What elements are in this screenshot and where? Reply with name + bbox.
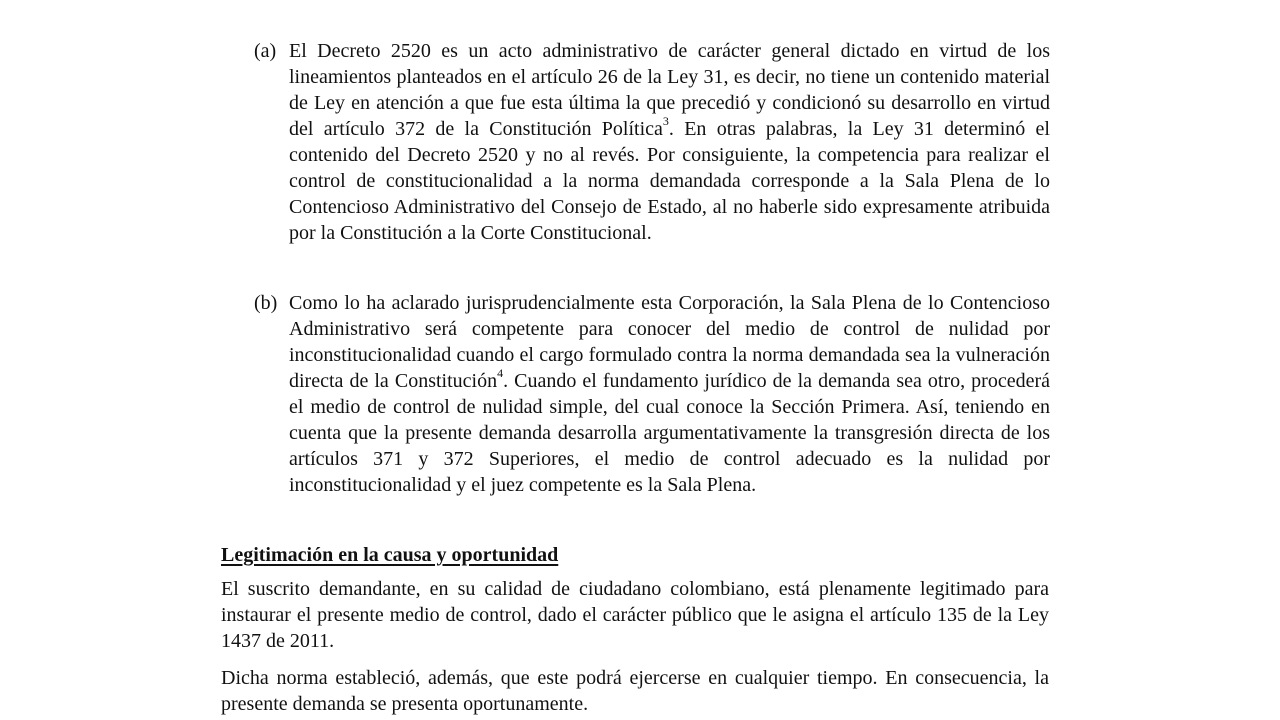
item-text-start: El Decreto 2520 es un acto administrativo de carácter general dictado en virtud de los lineamientos planteados en el artículo 26 de la Ley 31, es decir, no tiene un contenido material de Ley en atención a que fue esta última la que precedió y condicionó su desarrollo en virtud del artículo 372 de la Constitución Política: [289, 40, 1050, 140]
footnote-reference[interactable]: 4: [497, 366, 504, 381]
item-text-end: . En otras palabras, la Ley 31 determinó el contenido del Decreto 2520 y no al revés. Por consiguiente, la competencia para realizar el control de constitucionalidad a la norma demandada corresponde a la Sala Plena de lo Contencioso Administrativo del Consejo de Estado, al no haberle sido expresamente atribuida por la Constitución a la Corte Constitucional.: [289, 118, 1050, 244]
list-marker: (a): [254, 40, 277, 62]
list-item-text: [289, 290, 1050, 498]
list-item-a: [254, 38, 1050, 246]
item-text-start: Como lo ha aclarado jurisprudencialmente esta Corporación, la Sala Plena de lo Contencioso Administrativo será competente para conocer del medio de control de nulidad por inconstitucionalidad cuando el cargo formulado contra la norma demandada sea la vulneración directa de la Constitución: [289, 292, 1050, 392]
list-item-b: [254, 290, 1050, 498]
body-paragraph: El suscrito demandante, en su calidad de ciudadano colombiano, está plenamente legitimado para instaurar el presente medio de control, dado el carácter público que le asigna el artículo 135 de la Ley 1437 de 2011.: [221, 578, 1049, 652]
item-text-end: . Cuando el fundamento jurídico de la demanda sea otro, procederá el medio de control de nulidad simple, del cual conoce la Sección Primera. Así, teniendo en cuenta que la presente demanda desarrolla argumentativamente la transgresión directa de los artículos 371 y 372 Superiores, el medio de control adecuado es la nulidad por inconstitucionalidad y el juez competente es la Sala Plena.: [289, 370, 1050, 496]
footnote-reference[interactable]: 3: [662, 114, 669, 129]
body-paragraph: Dicha norma estableció, además, que este podrá ejercerse en cualquier tiempo. En consecuencia, la presente demanda se presenta oportunamente.: [221, 667, 1049, 715]
list-marker: (b): [254, 292, 278, 314]
section-heading: Legitimación en la causa y oportunidad: [221, 544, 559, 566]
list-item-text: [289, 38, 1050, 246]
